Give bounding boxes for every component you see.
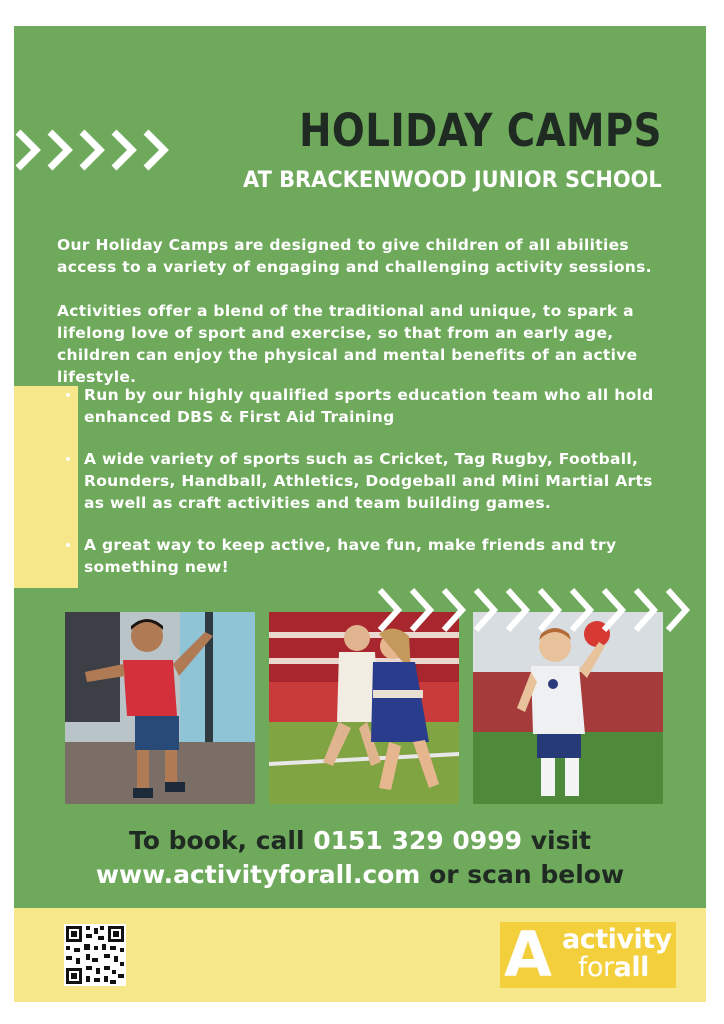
bullet-dot [66, 393, 70, 397]
page-title: HOLIDAY CAMPS [299, 104, 662, 157]
logo-word-activity: activity [562, 924, 672, 955]
logo-word-forall: forall [578, 952, 649, 983]
photo-boy-catching-ball [473, 612, 663, 804]
chevron-arrows-icon [376, 582, 696, 638]
list-item: Run by our highly qualified sports education team who all hold enhanced DBS & First Aid Training [66, 384, 676, 428]
feature-list [66, 384, 676, 598]
booking-line-website: www.activityforall.com or scan below [95, 860, 625, 889]
website-link[interactable]: www.activityforall.com [95, 860, 421, 889]
activity-for-all-logo [500, 918, 676, 991]
holiday-camps-poster [14, 26, 706, 1002]
bullet-dot [66, 543, 70, 547]
bullet-dot [66, 457, 70, 461]
logo-letter: A [504, 918, 552, 991]
booking-line-phone: To book, call 0151 329 0999 visit [129, 826, 591, 855]
intro-paragraph: Our Holiday Camps are designed to give children of all abilities access to a variety of engaging and challenging activity sessions. [57, 236, 652, 276]
photo-children-martial-arts [269, 612, 459, 804]
qr-code-icon[interactable] [64, 924, 126, 986]
chevron-arrows-icon [14, 122, 194, 178]
footer-bar [14, 908, 706, 1002]
list-item: A wide variety of sports such as Cricket, Tag Rugby, Football, Rounders, Handball, Athletics, Dodgeball and Mini Martial Arts as well as craft activities and team building games. [66, 448, 676, 514]
list-item: A great way to keep active, have fun, make friends and try something new! [66, 534, 676, 578]
activities-paragraph: Activities offer a blend of the traditional and unique, to spark a lifelong love of sport and exercise, so that from an early age, children can enjoy the physical and mental benefits of an active lifestyle. [57, 302, 638, 386]
photo-boy-celebrating [65, 612, 255, 804]
phone-number: 0151 329 0999 [313, 826, 522, 855]
page-subtitle: AT BRACKENWOOD JUNIOR SCHOOL [243, 168, 662, 193]
